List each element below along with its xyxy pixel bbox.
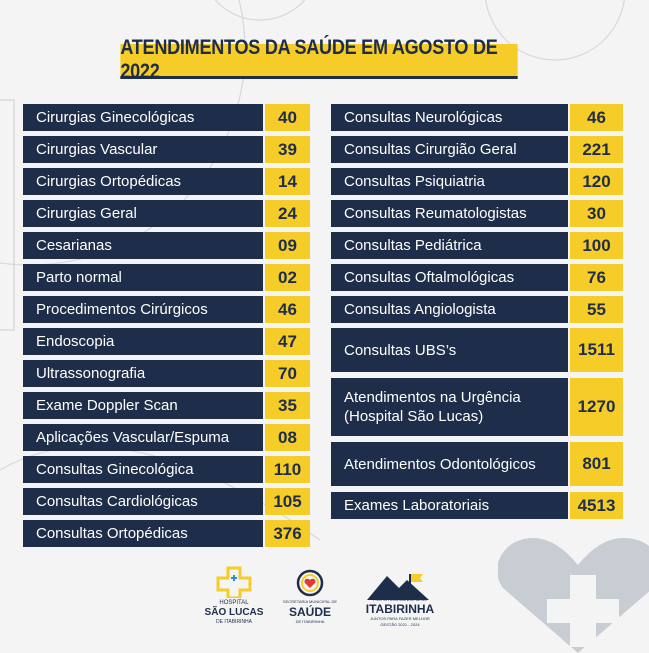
table-row xyxy=(331,136,623,163)
row-value: 24 xyxy=(265,200,310,227)
table-row xyxy=(23,488,310,515)
row-label: Consultas UBS’s xyxy=(331,328,568,372)
table-row xyxy=(23,296,310,323)
row-label: Aplicações Vascular/Espuma xyxy=(23,424,263,451)
row-value: 4513 xyxy=(570,492,623,519)
row-value: 120 xyxy=(570,168,623,195)
prefeitura-line4: GESTÃO 2021 - 2024 xyxy=(380,622,420,627)
row-value: 35 xyxy=(265,392,310,419)
row-label: Parto normal xyxy=(23,264,263,291)
table-row xyxy=(23,520,310,547)
row-value: 40 xyxy=(265,104,310,131)
table-row xyxy=(331,104,623,131)
row-label: Consultas Reumatologistas xyxy=(331,200,568,227)
table-row xyxy=(331,296,623,323)
row-value: 1270 xyxy=(570,378,623,436)
table-row xyxy=(331,442,623,486)
row-value: 110 xyxy=(265,456,310,483)
hospital-cross-icon xyxy=(214,566,254,598)
row-value: 30 xyxy=(570,200,623,227)
prefeitura-line3: JUNTOS PARA FAZER MELHOR xyxy=(370,616,430,621)
row-value: 55 xyxy=(570,296,623,323)
row-value: 46 xyxy=(265,296,310,323)
row-label: Consultas Cardiológicas xyxy=(23,488,263,515)
table-row xyxy=(23,328,310,355)
row-label: Cirurgias Vascular xyxy=(23,136,263,163)
secretaria-line1: SECRETARIA MUNICIPAL DE xyxy=(282,599,338,604)
row-value: 801 xyxy=(570,442,623,486)
row-value: 14 xyxy=(265,168,310,195)
table-row xyxy=(331,328,623,372)
table-row xyxy=(331,168,623,195)
row-label: Consultas Pediátrica xyxy=(331,232,568,259)
table-row xyxy=(23,392,310,419)
table-row xyxy=(331,200,623,227)
page-title: ATENDIMENTOS DA SAÚDE EM AGOSTO DE 2022 xyxy=(120,44,517,79)
hospital-line1: HOSPITAL xyxy=(219,600,249,606)
row-label: Consultas Oftalmológicas xyxy=(331,264,568,291)
table-row xyxy=(331,232,623,259)
heart-emblem-icon xyxy=(295,569,325,597)
footer-logos xyxy=(0,566,649,636)
row-label: Exames Laboratoriais xyxy=(331,492,568,519)
row-label: Atendimentos Odontológicos xyxy=(331,442,568,486)
row-label: Consultas Cirurgião Geral xyxy=(331,136,568,163)
row-value: 376 xyxy=(265,520,310,547)
row-label: Consultas Angiologista xyxy=(331,296,568,323)
table-row xyxy=(23,200,310,227)
row-value: 46 xyxy=(570,104,623,131)
row-label: Procedimentos Cirúrgicos xyxy=(23,296,263,323)
row-value: 39 xyxy=(265,136,310,163)
table-row xyxy=(23,168,310,195)
row-value: 1511 xyxy=(570,328,623,372)
row-label: Consultas Psiquiatria xyxy=(331,168,568,195)
row-value: 47 xyxy=(265,328,310,355)
row-value: 105 xyxy=(265,488,310,515)
prefeitura-line1: PREFEITURA MUNICIPAL DE xyxy=(372,597,428,602)
hospital-line2: SÃO LUCAS xyxy=(204,607,264,618)
row-value: 70 xyxy=(265,360,310,387)
row-value: 02 xyxy=(265,264,310,291)
table-row xyxy=(23,136,310,163)
row-label: Ultrassonografia xyxy=(23,360,263,387)
table-row xyxy=(23,264,310,291)
row-label: Consultas Neurológicas xyxy=(331,104,568,131)
row-value: 08 xyxy=(265,424,310,451)
table-row xyxy=(23,456,310,483)
row-value: 09 xyxy=(265,232,310,259)
table-row xyxy=(23,360,310,387)
row-label: Atendimentos na Urgência (Hospital São Lucas) xyxy=(331,378,568,436)
row-label: Cesarianas xyxy=(23,232,263,259)
table-row xyxy=(23,424,310,451)
hospital-logo xyxy=(196,566,272,632)
row-label: Cirurgias Geral xyxy=(23,200,263,227)
table-row xyxy=(331,264,623,291)
row-label: Cirurgias Ginecológicas xyxy=(23,104,263,131)
row-value: 100 xyxy=(570,232,623,259)
prefeitura-logo xyxy=(355,566,445,632)
row-label: Consultas Ginecológica xyxy=(23,456,263,483)
table-row xyxy=(331,378,623,436)
row-value: 221 xyxy=(570,136,623,163)
secretaria-line3: DE ITABIRINHA xyxy=(295,619,325,624)
table-row xyxy=(331,492,623,519)
row-label: Endoscopia xyxy=(23,328,263,355)
secretaria-logo xyxy=(278,566,342,632)
row-label: Cirurgias Ortopédicas xyxy=(23,168,263,195)
secretaria-line2: SAÚDE xyxy=(288,605,331,619)
table-row xyxy=(23,104,310,131)
hospital-line3: DE ITABIRINHA xyxy=(215,619,253,625)
row-label: Consultas Ortopédicas xyxy=(23,520,263,547)
prefeitura-line2: ITABIRINHA xyxy=(365,602,435,616)
table-row xyxy=(23,232,310,259)
row-label: Exame Doppler Scan xyxy=(23,392,263,419)
row-value: 76 xyxy=(570,264,623,291)
